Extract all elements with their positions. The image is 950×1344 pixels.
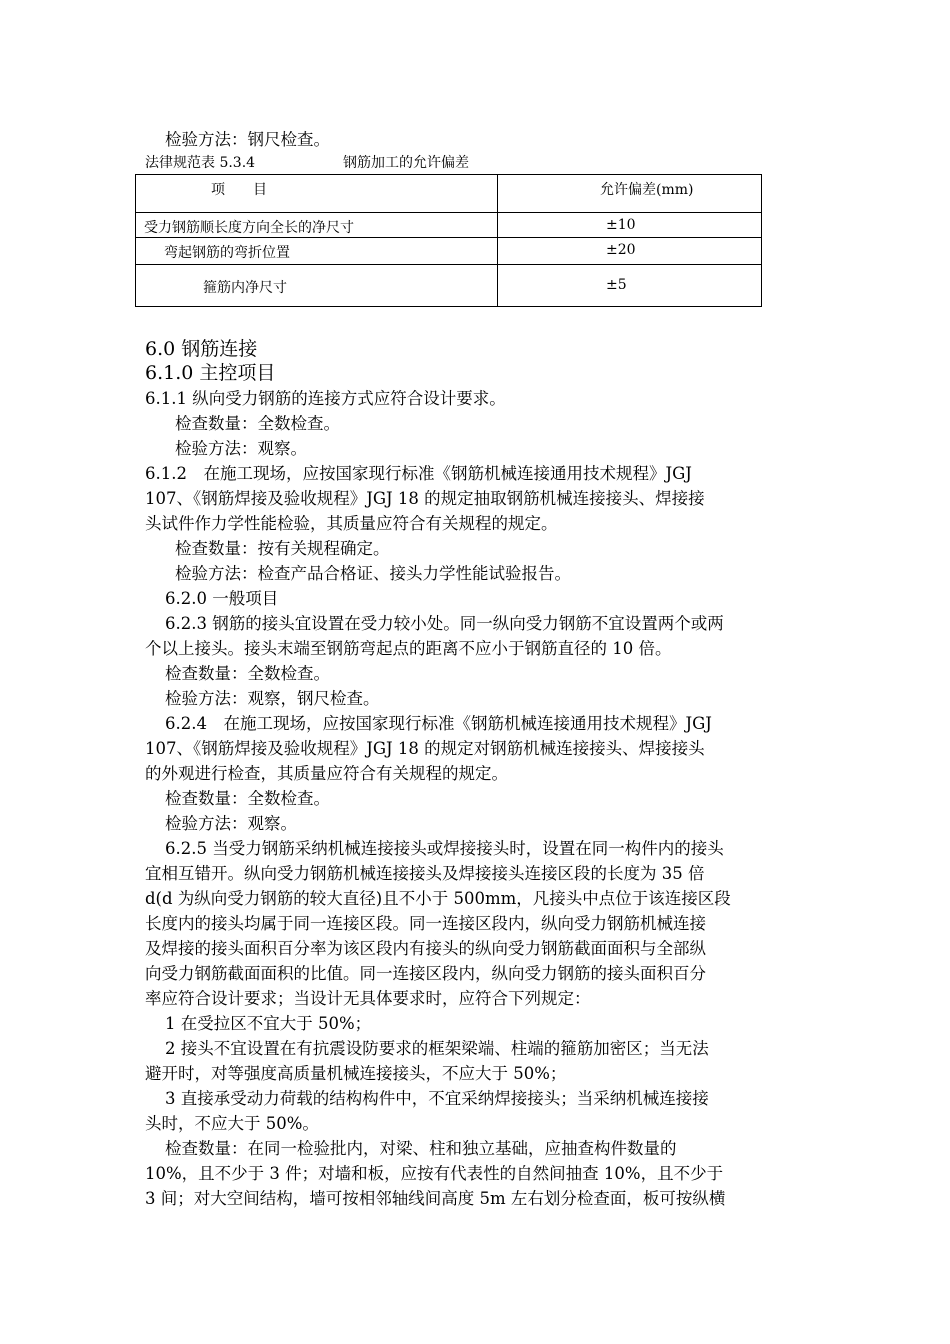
clause-line: 检查数量：在同一检验批内，对梁、柱和独立基础，应抽查构件数量的 (165, 1139, 677, 1158)
clause-line: 6.2.0 一般项目 (165, 589, 279, 608)
table-caption-title: 钢筋加工的允许偏差 (343, 155, 469, 171)
table-caption-number: 法律规范表 5.3.4 (145, 155, 256, 171)
table-cell-item: 受力钢筋顺长度方向全长的净尺寸 (136, 213, 498, 238)
clause-line: 检验方法：观察，钢尺检查。 (165, 689, 380, 708)
clause-line: 3 直接承受动力荷载的结构构件中，不宜采纳焊接接头；当采纳机械连接接 (165, 1089, 709, 1108)
clause-line: 检查数量：全数检查。 (175, 414, 340, 433)
clause-line: 避开时，对等强度高质量机械连接接头，不应大于 50%； (145, 1064, 567, 1083)
clause-line: 率应符合设计要求；当设计无具体要求时，应符合下列规定： (145, 989, 591, 1008)
table-header-item: 项 目 (136, 175, 498, 213)
tolerance-table (135, 174, 762, 307)
inspection-method-line: 检验方法：钢尺检查。 (165, 130, 330, 149)
clause-line: d(d 为纵向受力钢筋的较大直径)且不小于 500mm，凡接头中点位于该连接区段 (145, 889, 731, 908)
clause-line: 检验方法：观察。 (175, 439, 307, 458)
clause-line: 检查数量：按有关规程确定。 (175, 539, 390, 558)
clause-line: 6.2.4 在施工现场，应按国家现行标准《钢筋机械连接通用技术规程》JGJ (165, 714, 712, 733)
table-cell-item: 弯起钢筋的弯折位置 (136, 238, 498, 265)
clause-line: 检查数量：全数检查。 (165, 664, 330, 683)
clause-line: 6.2.5 当受力钢筋采纳机械连接接头或焊接接头时，设置在同一构件内的接头 (165, 839, 724, 858)
table-row (136, 238, 762, 265)
clause-line: 107、《钢筋焊接及验收规程》JGJ 18 的规定抽取钢筋机械连接接头、焊接接 (145, 489, 705, 508)
table-cell-tolerance: ±10 (498, 213, 762, 238)
clause-line: 长度内的接头均属于同一连接区段。同一连接区段内，纵向受力钢筋机械连接 (145, 914, 706, 933)
clause-line: 6.2.3 钢筋的接头宜设置在受力较小处。同一纵向受力钢筋不宜设置两个或两 (165, 614, 724, 633)
clause-line: 6.1.2 在施工现场，应按国家现行标准《钢筋机械连接通用技术规程》JGJ (145, 464, 692, 483)
clause-line: 个以上接头。接头末端至钢筋弯起点的距离不应小于钢筋直径的 10 倍。 (145, 639, 672, 658)
clause-line: 107、《钢筋焊接及验收规程》JGJ 18 的规定对钢筋机械连接接头、焊接接头 (145, 739, 705, 758)
section-heading: 6.0 钢筋连接 (145, 338, 258, 360)
clause-line: 头时，不应大于 50%。 (145, 1114, 319, 1133)
clause-line: 6.1.1 纵向受力钢筋的连接方式应符合设计要求。 (145, 389, 506, 408)
clause-line: 检查数量：全数检查。 (165, 789, 330, 808)
table-cell-item: 箍筋内净尺寸 (136, 265, 498, 307)
clause-line: 的外观进行检查，其质量应符合有关规程的规定。 (145, 764, 508, 783)
clause-line: 头试件作力学性能检验，其质量应符合有关规程的规定。 (145, 514, 558, 533)
clause-line: 检验方法：观察。 (165, 814, 297, 833)
table-cell-tolerance: ±20 (498, 238, 762, 265)
clause-line: 10%，且不少于 3 件；对墙和板，应按有代表性的自然间抽查 10%，且不少于 (145, 1164, 724, 1183)
clause-line: 2 接头不宜设置在有抗震设防要求的框架梁端、柱端的箍筋加密区；当无法 (165, 1039, 709, 1058)
table-row (136, 265, 762, 307)
clause-line: 及焊接的接头面积百分率为该区段内有接头的纵向受力钢筋截面面积与全部纵 (145, 939, 706, 958)
clause-line: 宜相互错开。纵向受力钢筋机械连接接头及焊接接头连接区段的长度为 35 倍 (145, 864, 705, 883)
clause-line: 1 在受拉区不宜大于 50%； (165, 1014, 372, 1033)
clause-line: 检验方法：检查产品合格证、接头力学性能试验报告。 (175, 564, 571, 583)
subsection-heading: 6.1.0 主控项目 (145, 362, 276, 384)
clause-line: 向受力钢筋截面面积的比值。同一连接区段内，纵向受力钢筋的接头面积百分 (145, 964, 706, 983)
table-cell-tolerance: ±5 (498, 265, 762, 307)
table-header-row (136, 175, 762, 213)
table-row (136, 213, 762, 238)
clause-line: 3 间；对大空间结构，墙可按相邻轴线间高度 5m 左右划分检查面，板可按纵横 (145, 1189, 726, 1208)
table-header-tolerance: 允许偏差(mm) (498, 175, 762, 213)
